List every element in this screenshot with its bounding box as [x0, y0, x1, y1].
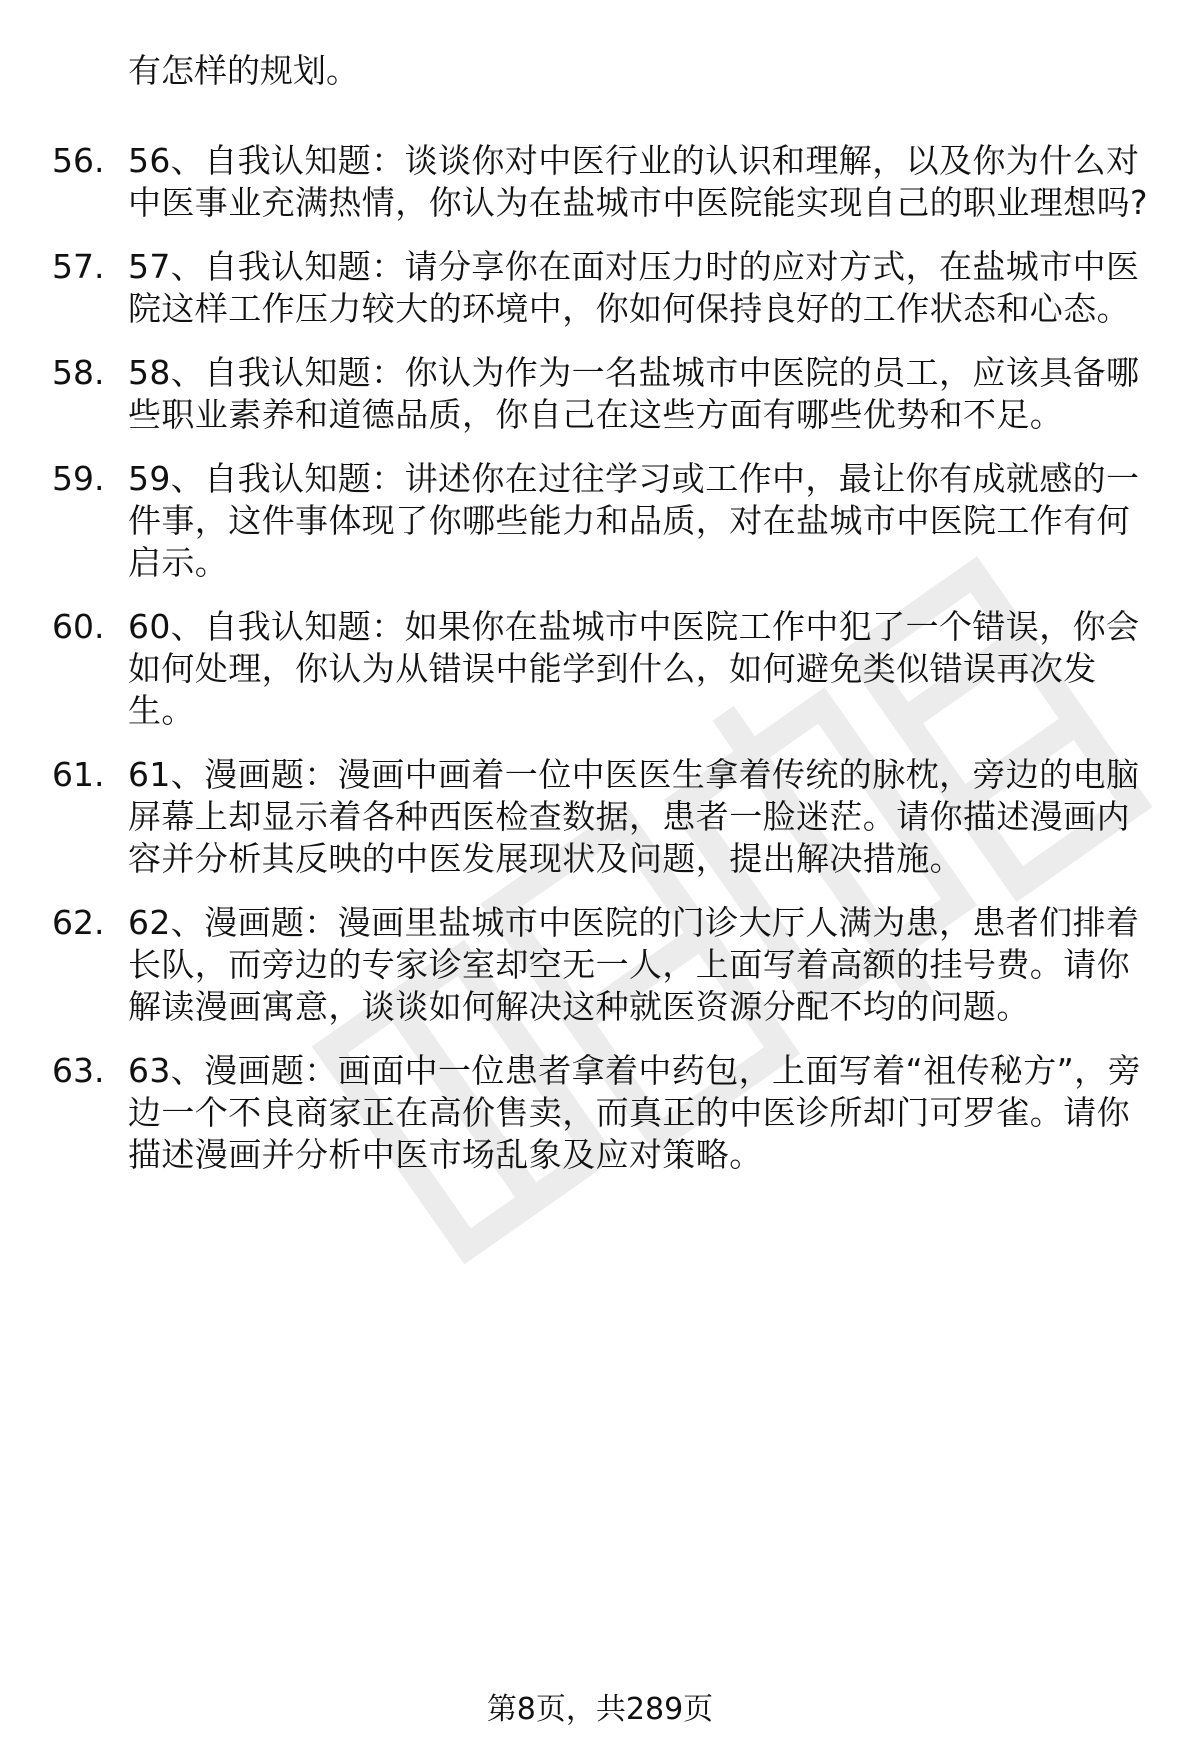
- question-item-63: [0, 1050, 1200, 1176]
- question-item-59: [0, 458, 1200, 584]
- question-number: 62.: [52, 903, 105, 942]
- question-item-57: [0, 246, 1200, 330]
- question-text: 63、漫画题：画面中一位患者拿着中药包，上面写着“祖传秘方”，旁边一个不良商家正在高价售卖，而真正的中医诊所却门可罗雀。请你描述漫画并分析中医市场乱象及应对策略。: [128, 1051, 1141, 1174]
- question-number: 60.: [52, 607, 105, 646]
- question-item-60: [0, 606, 1200, 732]
- question-text: 57、自我认知题：请分享你在面对压力时的应对方式，在盐城市中医院这样工作压力较大的环境中，你如何保持良好的工作状态和心态。: [128, 247, 1140, 328]
- continuation-text: 有怎样的规划。: [128, 51, 359, 90]
- question-number: 58.: [52, 353, 105, 392]
- question-list: [0, 140, 1200, 1198]
- question-item-58: [0, 352, 1200, 436]
- question-text: 59、自我认知题：讲述你在过往学习或工作中，最让你有成就感的一件事，这件事体现了你哪些能力和品质，对在盐城市中医院工作有何启示。: [128, 459, 1140, 582]
- question-number: 57.: [52, 247, 105, 286]
- question-number: 59.: [52, 459, 105, 498]
- question-text: 56、自我认知题：谈谈你对中医行业的认识和理解，以及你为什么对中医事业充满热情，你认为在盐城市中医院能实现自己的职业理想吗?: [128, 141, 1148, 222]
- question-number: 63.: [52, 1051, 105, 1090]
- question-text: 60、自我认知题：如果你在盐城市中医院工作中犯了一个错误，你会如何处理，你认为从错误中能学到什么，如何避免类似错误再次发生。: [128, 607, 1140, 730]
- question-text: 62、漫画题：漫画里盐城市中医院的门诊大厅人满为患，患者们排着长队，而旁边的专家诊室却空无一人，上面写着高额的挂号费。请你解读漫画寓意，谈谈如何解决这种就医资源分配不均的问题。: [128, 903, 1140, 1026]
- page-footer: 第8页，共289页: [486, 1692, 714, 1727]
- question-number: 61.: [52, 755, 105, 794]
- question-item-56: [0, 140, 1200, 224]
- question-text: 58、自我认知题：你认为作为一名盐城市中医院的员工，应该具备哪些职业素养和道德品质，你自己在这些方面有哪些优势和不足。: [128, 353, 1140, 434]
- question-item-62: [0, 902, 1200, 1028]
- question-item-61: [0, 754, 1200, 880]
- question-text: 61、漫画题：漫画中画着一位中医医生拿着传统的脉枕，旁边的电脑屏幕上却显示着各种西医检查数据，患者一脸迷茫。请你描述漫画内容并分析其反映的中医发展现状及问题，提出解决措施。: [128, 755, 1140, 878]
- question-number: 56.: [52, 141, 105, 180]
